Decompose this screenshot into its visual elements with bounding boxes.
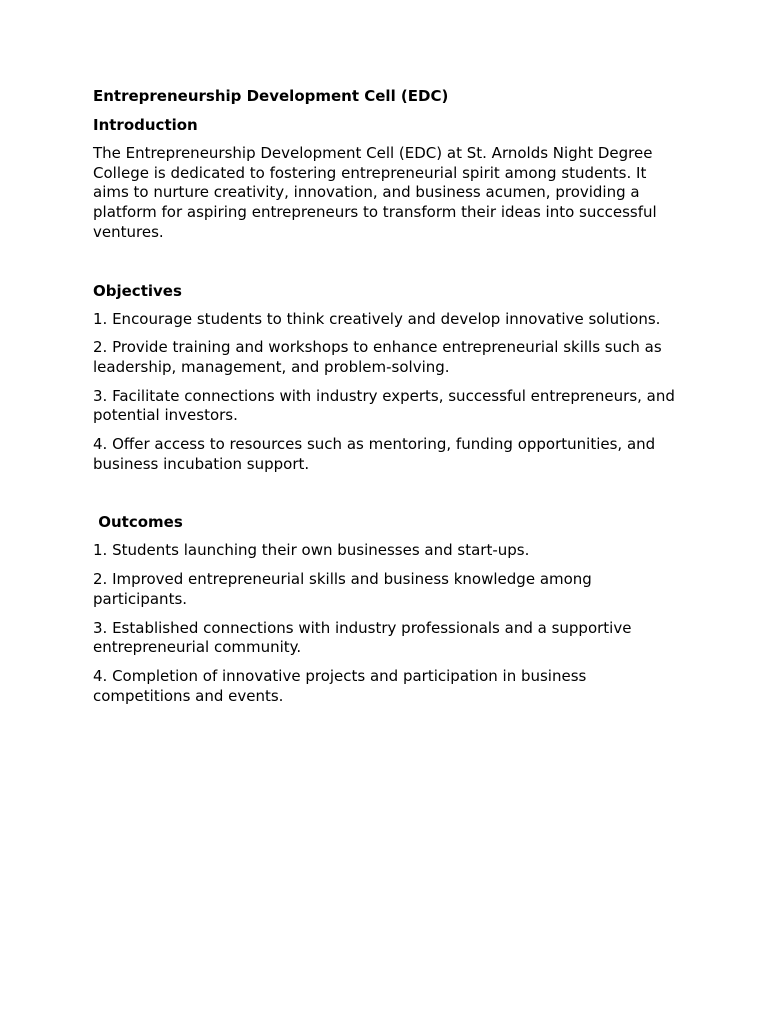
introduction-text: The Entrepreneurship Development Cell (EDC) at St. Arnolds Night Degree College is dedicated to fostering entrepreneurial spirit among students. It aims to nurture creativity, innovation, and business acumen, providing a platform for aspiring entrepreneurs to transform their ideas into successful ventures.: [93, 144, 657, 241]
objective-item-3: 3. Facilitate connections with industry experts, successful entrepreneurs, and potential investors.: [93, 386, 675, 425]
introduction-heading: Introduction: [93, 116, 198, 134]
objective-item-1: 1. Encourage students to think creatively and develop innovative solutions.: [93, 309, 661, 328]
objective-item-4: 4. Offer access to resources such as mentoring, funding opportunities, and business incubation support.: [93, 435, 656, 473]
section-spacer: [93, 483, 683, 512]
outcomes-heading: Outcomes: [93, 513, 183, 532]
document-title: Entrepreneurship Development Cell (EDC): [93, 87, 449, 105]
document-page: [93, 86, 683, 715]
outcome-item-3: 3. Established connections with industry professionals and a supportive entrepreneurial community.: [93, 618, 632, 657]
section-spacer: [93, 252, 683, 281]
objective-item-2: 2. Provide training and workshops to enhance entrepreneurial skills such as leadership, management, and problem-solving.: [93, 338, 662, 376]
outcome-item-2: 2. Improved entrepreneurial skills and business knowledge among participants.: [93, 570, 592, 608]
outcome-item-1: 1. Students launching their own businesses and start-ups.: [93, 541, 530, 560]
outcome-item-4: 4. Completion of innovative projects and participation in business competitions and events.: [93, 666, 587, 705]
objectives-heading: Objectives: [93, 281, 182, 300]
